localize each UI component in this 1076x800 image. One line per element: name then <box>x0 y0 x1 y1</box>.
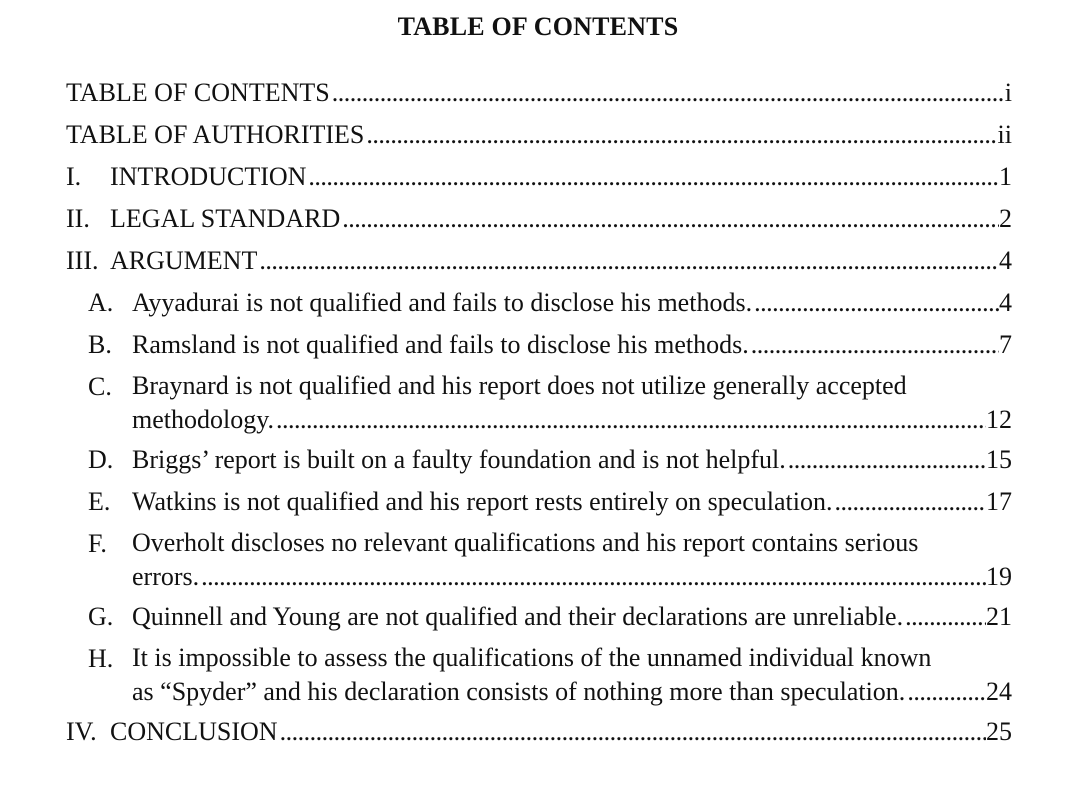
toc-page-number: 17 <box>986 487 1012 516</box>
toc-page-number: 1 <box>999 162 1012 191</box>
toc-page-number: 2 <box>999 204 1012 233</box>
toc-entry-title: ARGUMENT <box>110 246 258 275</box>
toc-entry-subsection-f[interactable] <box>66 526 1012 594</box>
dot-leader <box>278 714 986 750</box>
toc-entry-subsection-h[interactable] <box>66 641 1012 709</box>
toc-page-number: 4 <box>999 246 1012 275</box>
dot-leader <box>749 327 999 363</box>
dot-leader <box>330 75 1005 111</box>
dot-leader <box>786 442 986 478</box>
subsection-letter: C. <box>88 372 112 401</box>
toc-page-number: 24 <box>986 677 1012 706</box>
subsection-letter: E. <box>88 487 111 516</box>
dot-leader <box>832 484 986 520</box>
toc-entry-subsection-g[interactable] <box>66 599 1012 635</box>
dot-leader <box>752 285 999 321</box>
toc-entry-title: TABLE OF AUTHORITIES <box>66 120 365 149</box>
subsection-letter: D. <box>88 445 114 474</box>
dot-leader <box>340 201 999 237</box>
toc-entry-title: CONCLUSION <box>110 717 278 746</box>
dot-leader <box>903 599 986 635</box>
toc-entry-title: INTRODUCTION <box>110 162 307 191</box>
toc-page-number: 19 <box>986 562 1012 591</box>
toc-entry-title: LEGAL STANDARD <box>110 204 341 233</box>
toc-entry-title-line-2: errors. <box>132 562 200 591</box>
toc-entry-subsection-b[interactable] <box>66 327 1012 363</box>
subsection-letter: G. <box>88 602 114 631</box>
section-number: I. <box>66 162 82 191</box>
toc-page-number: 12 <box>986 405 1012 434</box>
toc-entry-legal-standard[interactable] <box>66 201 1012 237</box>
toc-entry-title: Ramsland is not qualified and fails to disclose his methods. <box>132 330 749 359</box>
dot-leader <box>364 117 997 153</box>
toc-page-number: 21 <box>986 602 1012 631</box>
toc-page-number: 25 <box>986 717 1012 746</box>
toc-entry-title: Watkins is not qualified and his report rests entirely on speculation. <box>132 487 833 516</box>
page-title: TABLE OF CONTENTS <box>397 12 679 41</box>
subsection-letter: F. <box>88 529 107 558</box>
subsection-letter: B. <box>88 330 112 359</box>
toc-entry-subsection-c[interactable] <box>66 369 1012 437</box>
toc-entry-introduction[interactable] <box>66 159 1012 195</box>
dot-leader <box>199 560 986 594</box>
dot-leader <box>905 675 986 709</box>
toc-page-number: ii <box>997 120 1012 149</box>
toc-entry-title-line-2: methodology. <box>132 405 275 434</box>
toc-entry-subsection-d[interactable] <box>66 442 1012 478</box>
toc-entry-title-line-1: It is impossible to assess the qualifications of the unnamed individual known <box>132 643 932 672</box>
section-number: II. <box>66 204 90 233</box>
toc-entry-subsection-a[interactable] <box>66 285 1012 321</box>
section-number: IV. <box>66 717 97 746</box>
subsection-letter: H. <box>88 644 114 673</box>
section-number: III. <box>66 246 99 275</box>
subsection-letter: A. <box>88 288 114 317</box>
toc-page-number: 4 <box>999 288 1012 317</box>
toc-entry-title-line-2: as “Spyder” and his declaration consists of nothing more than speculation. <box>132 677 906 706</box>
toc-entry-conclusion[interactable] <box>66 714 1012 750</box>
toc-entry-title: Quinnell and Young are not qualified and their declarations are unreliable. <box>132 602 904 631</box>
toc-entry-table-of-contents[interactable] <box>66 75 1012 111</box>
dot-leader <box>257 243 999 279</box>
dot-leader <box>306 159 999 195</box>
toc-entry-title-line-1: Braynard is not qualified and his report does not utilize generally accepted <box>132 371 907 400</box>
toc-entry-title: Ayyadurai is not qualified and fails to disclose his methods. <box>132 288 753 317</box>
toc-page-number: 15 <box>986 445 1012 474</box>
toc-entry-title: TABLE OF CONTENTS <box>66 78 330 107</box>
toc-entry-table-of-authorities[interactable] <box>66 117 1012 153</box>
toc-page-number: i <box>1004 78 1012 107</box>
table-of-contents <box>66 75 1012 756</box>
dot-leader <box>274 403 986 437</box>
toc-entry-subsection-e[interactable] <box>66 484 1012 520</box>
toc-entry-title: Briggs’ report is built on a faulty foundation and is not helpful. <box>132 445 786 474</box>
toc-entry-title-line-1: Overholt discloses no relevant qualifications and his report contains serious <box>132 528 919 557</box>
toc-page-number: 7 <box>999 330 1012 359</box>
toc-entry-argument[interactable] <box>66 243 1012 279</box>
